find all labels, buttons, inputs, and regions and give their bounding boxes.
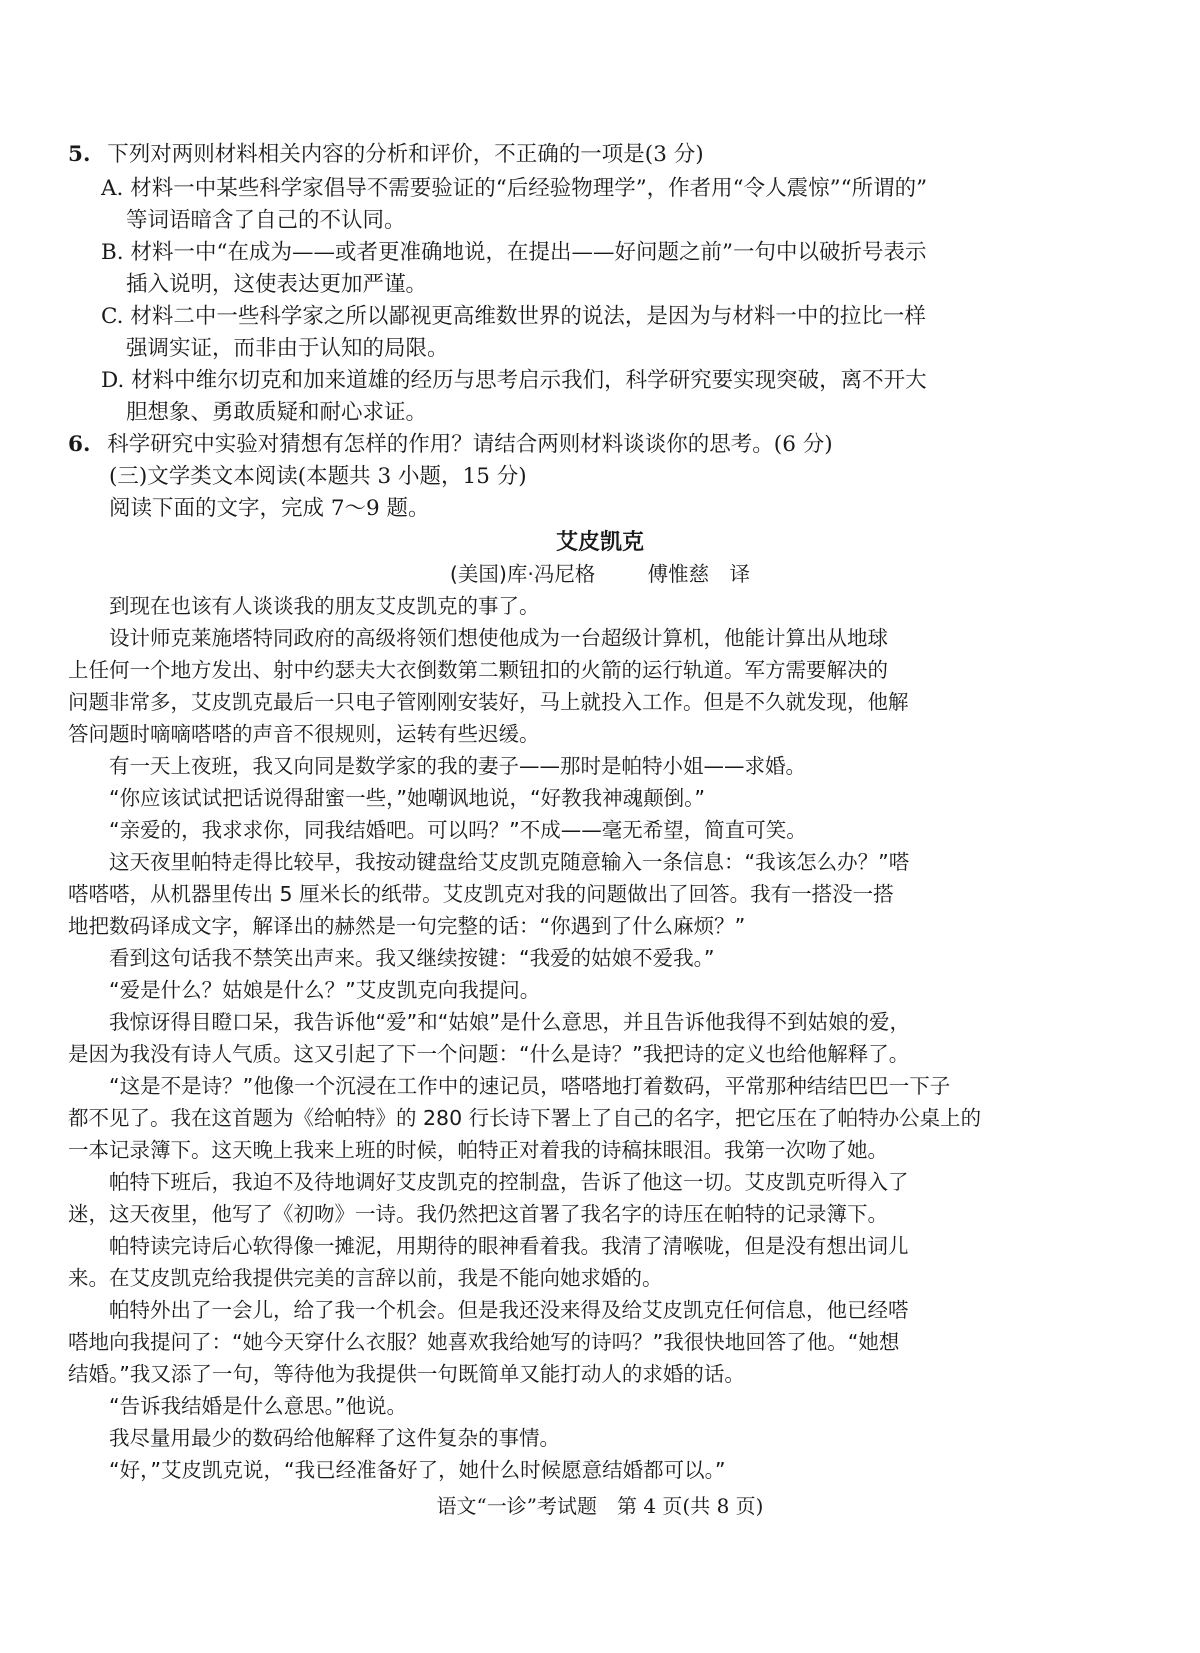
story-byline <box>0 560 1200 588</box>
question-6-stem: 科学研究中实验对猜想有怎样的作用？请结合两则材料谈谈你的思考。(6 分) <box>107 432 833 457</box>
option-a-line-2: 等词语暗含了自己的不认同。 <box>126 208 406 233</box>
question-5-stem: 下列对两则材料相关内容的分析和评价，不正确的一项是(3 分) <box>107 142 704 167</box>
story-line: 我惊讶得目瞪口呆，我告诉他“爱”和“姑娘”是什么意思，并且告诉他我得不到姑娘的爱， <box>109 1010 910 1034</box>
option-b-line-2: 插入说明，这使表达更加严谨。 <box>126 272 428 297</box>
story-line: “亲爱的，我求求你，同我结婚吧。可以吗？”不成——毫无希望，简直可笑。 <box>109 818 807 842</box>
story-line: “告诉我结婚是什么意思。”他说。 <box>109 1394 407 1418</box>
option-b-line-1: B. 材料一中“在成为——或者更准确地说，在提出——好问题之前”一句中以破折号表示 <box>101 240 927 265</box>
story-line: “爱是什么？姑娘是什么？”艾皮凯克向我提问。 <box>109 978 541 1002</box>
question-5-stem-line <box>68 141 704 169</box>
story-line: 是因为我没有诗人气质。这又引起了下一个问题：“什么是诗？”我把诗的定义也给他解释了。 <box>68 1042 910 1066</box>
story-line: 我尽量用最少的数码给他解释了这件复杂的事情。 <box>109 1426 560 1450</box>
option-c-line-2: 强调实证，而非由于认知的局限。 <box>126 336 449 361</box>
story-line: 一本记录簿下。这天晚上我来上班的时候，帕特正对着我的诗稿抹眼泪。我第一次吻了她。 <box>68 1138 888 1162</box>
question-6-line <box>68 431 833 459</box>
story-line: 迷，这天夜里，他写了《初吻》一诗。我仍然把这首署了我名字的诗压在帕特的记录簿下。 <box>68 1202 888 1226</box>
story-line: 答问题时嘀嘀嗒嗒的声音不很规则，运转有些迟缓。 <box>68 722 540 746</box>
option-d-line-2: 胆想象、勇敢质疑和耐心求证。 <box>126 400 428 425</box>
question-6-number: 6. <box>68 432 91 457</box>
page-footer: 语文“一诊”考试题 第 4 页(共 8 页) <box>436 1494 764 1518</box>
story-line: 问题非常多，艾皮凯克最后一只电子管刚刚安装好，马上就投入工作。但是不久就发现，他解 <box>68 690 909 714</box>
story-line: 有一天上夜班，我又向同是数学家的我的妻子——那时是帕特小姐——求婚。 <box>109 754 806 778</box>
story-line: 这天夜里帕特走得比较早，我按动键盘给艾皮凯克随意输入一条信息：“我该怎么办？”嗒 <box>109 850 910 874</box>
section-instruction: 阅读下面的文字，完成 7～9 题。 <box>109 496 430 521</box>
story-line: 来。在艾皮凯克给我提供完美的言辞以前，我是不能向她求婚的。 <box>68 1266 663 1290</box>
story-line: 都不见了。我在这首题为《给帕特》的 280 行长诗下署上了自己的名字，把它压在了帕特办公桌上的 <box>68 1106 982 1130</box>
story-line: 帕特外出了一会儿，给了我一个机会。但是我还没来得及给艾皮凯克任何信息，他已经嗒 <box>109 1298 909 1322</box>
story-line: 上任何一个地方发出、射中约瑟夫大衣倒数第二颗钮扣的火箭的运行轨道。军方需要解决的 <box>68 658 888 682</box>
story-author: (美国)库·冯尼格 <box>449 562 596 586</box>
story-line: 帕特下班后，我迫不及待地调好艾皮凯克的控制盘，告诉了他这一切。艾皮凯克听得入了 <box>109 1170 909 1194</box>
story-line: 地把数码译成文字，解译出的赫然是一句完整的话：“你遇到了什么麻烦？” <box>68 914 746 938</box>
story-line: 设计师克莱施塔特同政府的高级将领们想使他成为一台超级计算机，他能计算出从地球 <box>109 626 888 650</box>
story-line: 帕特读完诗后心软得像一摊泥，用期待的眼神看着我。我清了清喉咙，但是没有想出词儿 <box>109 1234 909 1258</box>
story-title: 艾皮凯克 <box>555 529 644 555</box>
story-line: 看到这句话我不禁笑出声来。我又继续按键：“我爱的姑娘不爱我。” <box>109 946 715 970</box>
section-heading: (三)文学类文本阅读(本题共 3 小题，15 分) <box>109 464 527 489</box>
option-a-line-1: A. 材料一中某些科学家倡导不需要验证的“后经验物理学”，作者用“令人震惊”“所谓的” <box>101 176 928 201</box>
question-5-number: 5. <box>68 142 91 167</box>
story-line: “你应该试试把话说得甜蜜一些，”她嘲讽地说，“好教我神魂颠倒。” <box>109 786 705 810</box>
story-line: “这是不是诗？”他像一个沉浸在工作中的速记员，嗒嗒地打着数码，平常那种结结巴巴一下子 <box>109 1074 951 1098</box>
story-translator: 傅惟慈 译 <box>647 562 751 586</box>
story-line: 嗒地向我提问了：“她今天穿什么衣服？她喜欢我给她写的诗吗？”我很快地回答了他。“她想 <box>68 1330 900 1354</box>
story-line: “好，”艾皮凯克说，“我已经准备好了，她什么时候愿意结婚都可以。” <box>109 1458 726 1482</box>
option-d-line-1: D. 材料中维尔切克和加来道雄的经历与思考启示我们，科学研究要实现突破，离不开大 <box>101 368 927 393</box>
story-line: 嗒嗒嗒，从机器里传出 5 厘米长的纸带。艾皮凯克对我的问题做出了回答。我有一搭没一搭 <box>68 882 894 906</box>
option-c-line-1: C. 材料二中一些科学家之所以鄙视更高维数世界的说法，是因为与材料一中的拉比一样 <box>101 304 926 329</box>
story-line: 结婚。”我又添了一句，等待他为我提供一句既简单又能打动人的求婚的话。 <box>68 1362 745 1386</box>
story-line: 到现在也该有人谈谈我的朋友艾皮凯克的事了。 <box>109 594 540 618</box>
